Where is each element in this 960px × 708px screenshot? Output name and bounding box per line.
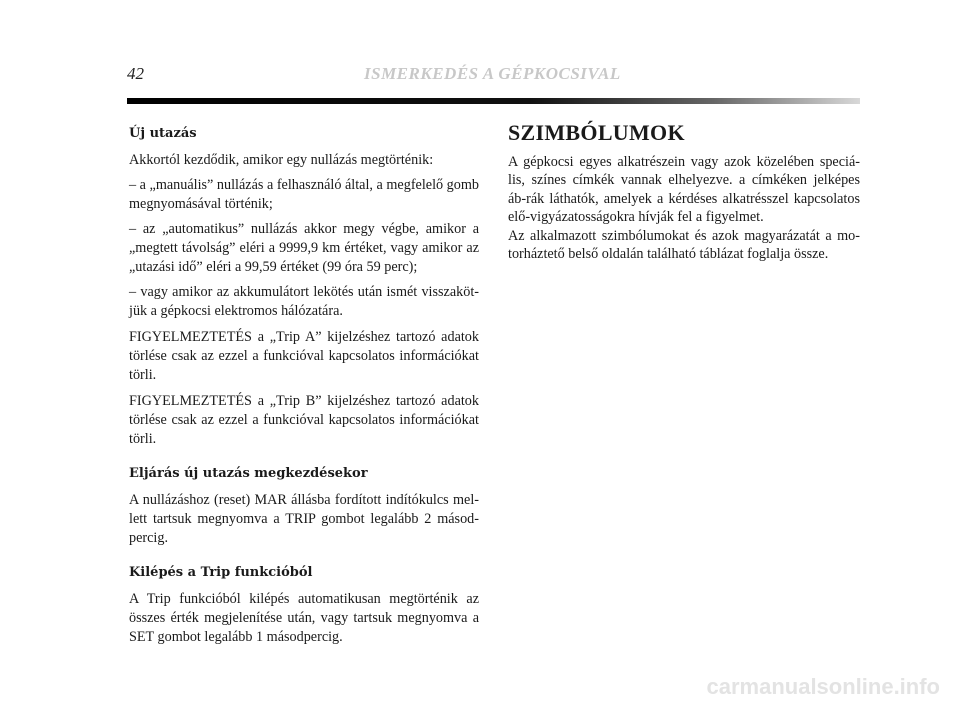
watermark: carmanualsonline.info [706,674,940,699]
new-trip-manual: – a „manuális” nullázás a felhasználó által, a megfelelő gomb megnyomásával történik; [129,177,479,212]
procedure-heading: Eljárás új utazás megkezdésekor [129,466,368,481]
symbols-text-2: Az alkalmazott szimbólumokat és azok magyarázatát a mo-torháztető belső oldalán található táblázat foglalja össze. [508,227,860,262]
new-trip-intro: Akkortól kezdődik, amikor egy nullázás megtörténik: [129,152,434,168]
header-rule [127,98,860,104]
symbols-text-1: A gépkocsi egyes alkatrészein vagy azok közelében speciá-lis, színes címkék vannak elhelyezve. a címkéken jelképes áb-rák láthatók, amelyek a kérdéses alkatrésszel kapcsolatos elő-vigyázatosságokra hívják fel a figyelmet. [508,153,860,225]
left-column [129,124,479,654]
new-trip-heading: Új utazás [129,126,197,141]
new-trip-battery: – vagy amikor az akkumulátort lekötés után ismét visszaköt-jük a gépkocsi elektromos hálózatára. [129,284,479,319]
page-number: 42 [127,64,144,83]
new-trip-automatic: – az „automatikus” nullázás akkor megy végbe, amikor a „megtett távolság” eléri a 9999,9 km értéket, vagy amikor az „utazási idő” eléri a 99,59 értéket (99 óra 59 perc); [129,221,479,275]
warning-trip-a: FIGYELMEZTETÉS a „Trip A” kijelzéshez tartozó adatok törlése csak az ezzel a funkcióval kapcsolatos információkat törli. [129,329,479,383]
right-column [508,120,860,264]
warning-trip-b: FIGYELMEZTETÉS a „Trip B” kijelzéshez tartozó adatok törlése csak az ezzel a funkcióval kapcsolatos információkat törli. [129,393,479,447]
running-header: ISMERKEDÉS A GÉPKOCSIVAL [364,64,621,83]
procedure-text: A nullázáshoz (reset) MAR állásba fordított indítókulcs mel-lett tartsuk megnyomva a TRIP gombot legalább 2 másod-percig. [129,492,479,546]
exit-trip-heading: Kilépés a Trip funkcióból [129,565,313,580]
section-title: SZIMBÓLUMOK [508,120,685,145]
exit-trip-text: A Trip funkcióból kilépés automatikusan megtörténik az összes érték megjelenítése után, vagy tartsuk megnyomva a SET gombot legalább 1 másodpercig. [129,591,479,645]
